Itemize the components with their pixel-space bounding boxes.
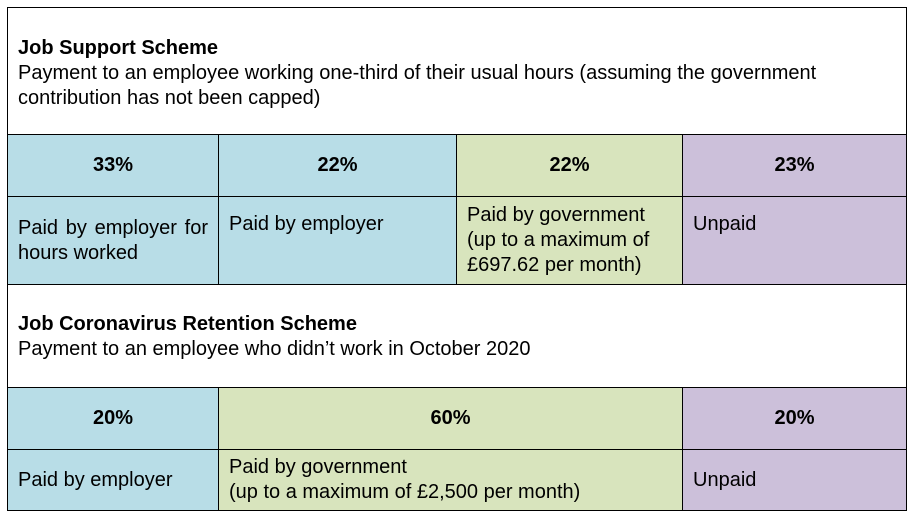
jrs-pct-unpaid xyxy=(683,388,906,450)
jss-pct-label: 22% xyxy=(317,154,358,176)
jss-heading-block xyxy=(8,8,906,135)
jss-pct-unpaid xyxy=(683,135,906,197)
jss-pct-government xyxy=(457,135,683,197)
jrs-pct-employer xyxy=(8,388,219,450)
jss-desc-unpaid xyxy=(683,197,906,285)
jss-subtitle: Payment to an employee working one-third of their usual hours (assuming the government contribution has not been capped) xyxy=(18,62,817,109)
jrs-pct-government xyxy=(219,388,683,450)
jss-pct-label: 23% xyxy=(774,154,815,176)
jrs-title: Job Coronavirus Retention Scheme xyxy=(18,313,357,335)
jss-desc-employer-hours xyxy=(8,197,219,285)
jss-desc-text: Paid by government (up to a maximum of £697.62 per month) xyxy=(467,204,650,276)
jss-desc-text: Paid by employer xyxy=(229,213,384,235)
jss-heading xyxy=(18,36,898,111)
jss-desc-employer xyxy=(219,197,457,285)
jrs-desc-government xyxy=(219,450,683,510)
jrs-pct-label: 20% xyxy=(774,407,815,429)
comparison-table xyxy=(7,7,907,511)
jss-desc-text: Unpaid xyxy=(693,213,757,235)
jrs-pct-label: 60% xyxy=(430,407,471,429)
jrs-desc-employer xyxy=(8,450,219,510)
jrs-desc-text xyxy=(229,455,580,505)
jss-pct-label: 22% xyxy=(549,154,590,176)
jss-pct-employer-hours xyxy=(8,135,219,197)
jss-pct-label: 33% xyxy=(92,154,134,176)
jrs-pct-label: 20% xyxy=(92,407,134,429)
jss-desc-text: Paid by employer for hours worked xyxy=(18,216,208,264)
jrs-gov-line2: (up to a maximum of £2,500 per month) xyxy=(229,481,581,503)
jrs-desc-text: Unpaid xyxy=(693,468,757,491)
jrs-subtitle: Payment to an employee who didn’t work in October 2020 xyxy=(18,338,531,360)
jrs-desc-text: Paid by employer xyxy=(18,468,173,491)
jss-desc-government xyxy=(457,197,683,285)
jss-pct-employer xyxy=(219,135,457,197)
jrs-desc-unpaid xyxy=(683,450,906,510)
jrs-gov-line1: Paid by government xyxy=(229,456,407,478)
jss-title: Job Support Scheme xyxy=(18,37,219,59)
jrs-heading-block xyxy=(8,285,906,388)
jrs-heading xyxy=(18,312,898,362)
